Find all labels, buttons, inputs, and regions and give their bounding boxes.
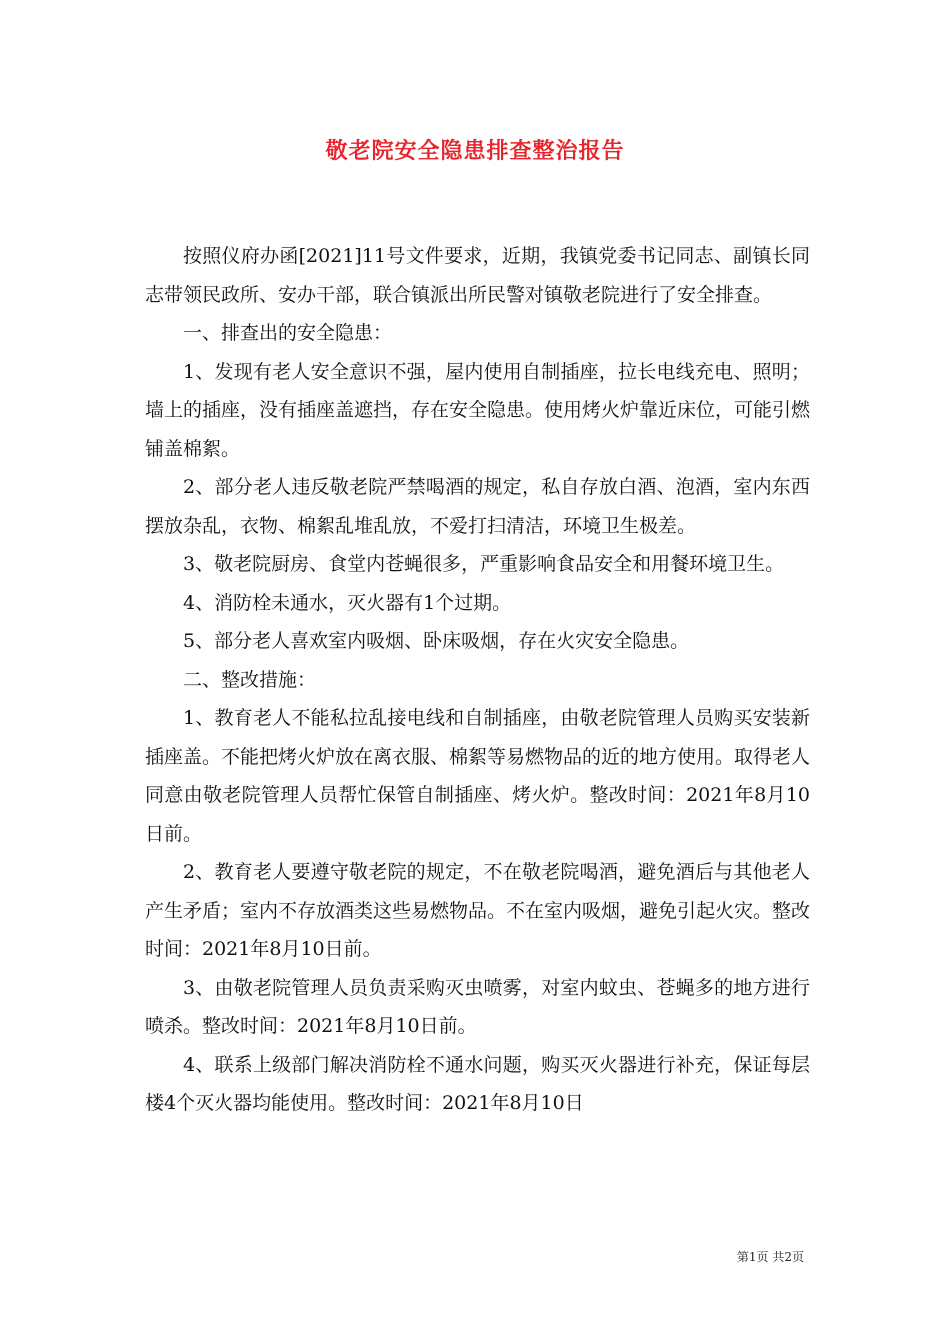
hazard-item-4: 4、消防栓未通水，灭火器有1个过期。: [183, 591, 512, 614]
section-heading-hazards: 一、排查出的安全隐患：: [183, 322, 393, 344]
measure-item-1: 1、教育老人不能私拉乱接电线和自制插座，由敬老院管理人员购买安装新插座盖。不能把烤火炉放在离衣服、棉絮等易燃物品的近的地方使用。取得老人同意由敬老院管理人员帮忙保管自制插座、烤火炉。整改时间：2021年8月10日前。: [145, 707, 811, 845]
document-title: 敬老院安全隐患排查整治报告: [325, 139, 625, 164]
hazard-item-3: 3、敬老院厨房、食堂内苍蝇很多，严重影响食品安全和用餐环境卫生。: [183, 553, 785, 575]
hazard-item-5: 5、部分老人喜欢室内吸烟、卧床吸烟，存在火灾安全隐患。: [183, 630, 690, 652]
measure-item-2: 2、教育老人要遵守敬老院的规定，不在敬老院喝酒，避免酒后与其他老人产生矛盾；室内不存放酒类这些易燃物品。不在室内吸烟，避免引起火灾。整改时间：2021年8月10日前。: [145, 861, 811, 960]
page-number-footer: 第1页 共2页: [736, 1250, 804, 1264]
intro-paragraph: 按照仪府办函[2021]11号文件要求，近期，我镇党委书记同志、副镇长同志带领民政所、安办干部，联合镇派出所民警对镇敬老院进行了安全排查。: [145, 245, 810, 306]
section-heading-measures: 二、整改措施：: [183, 668, 317, 691]
hazard-item-1: 1、发现有老人安全意识不强，屋内使用自制插座，拉长电线充电、照明；墙上的插座，没有插座盖遮挡，存在安全隐患。使用烤火炉靠近床位，可能引燃铺盖棉絮。: [145, 360, 811, 460]
measure-item-3: 3、由敬老院管理人员负责采购灭虫喷雾，对室内蚊虫、苍蝇多的地方进行喷杀。整改时间：2021年8月10日前。: [145, 976, 810, 1037]
document-body: [145, 237, 810, 1123]
hazard-item-2: 2、部分老人违反敬老院严禁喝酒的规定，私自存放白酒、泡酒，室内东西摆放杂乱，衣物、棉絮乱堆乱放，不爱打扫清洁，环境卫生极差。: [145, 476, 810, 537]
measure-item-4: 4、联系上级部门解决消防栓不通水问题，购买灭火器进行补充，保证每层楼4个灭火器均能使用。整改时间：2021年8月10日: [145, 1053, 810, 1114]
